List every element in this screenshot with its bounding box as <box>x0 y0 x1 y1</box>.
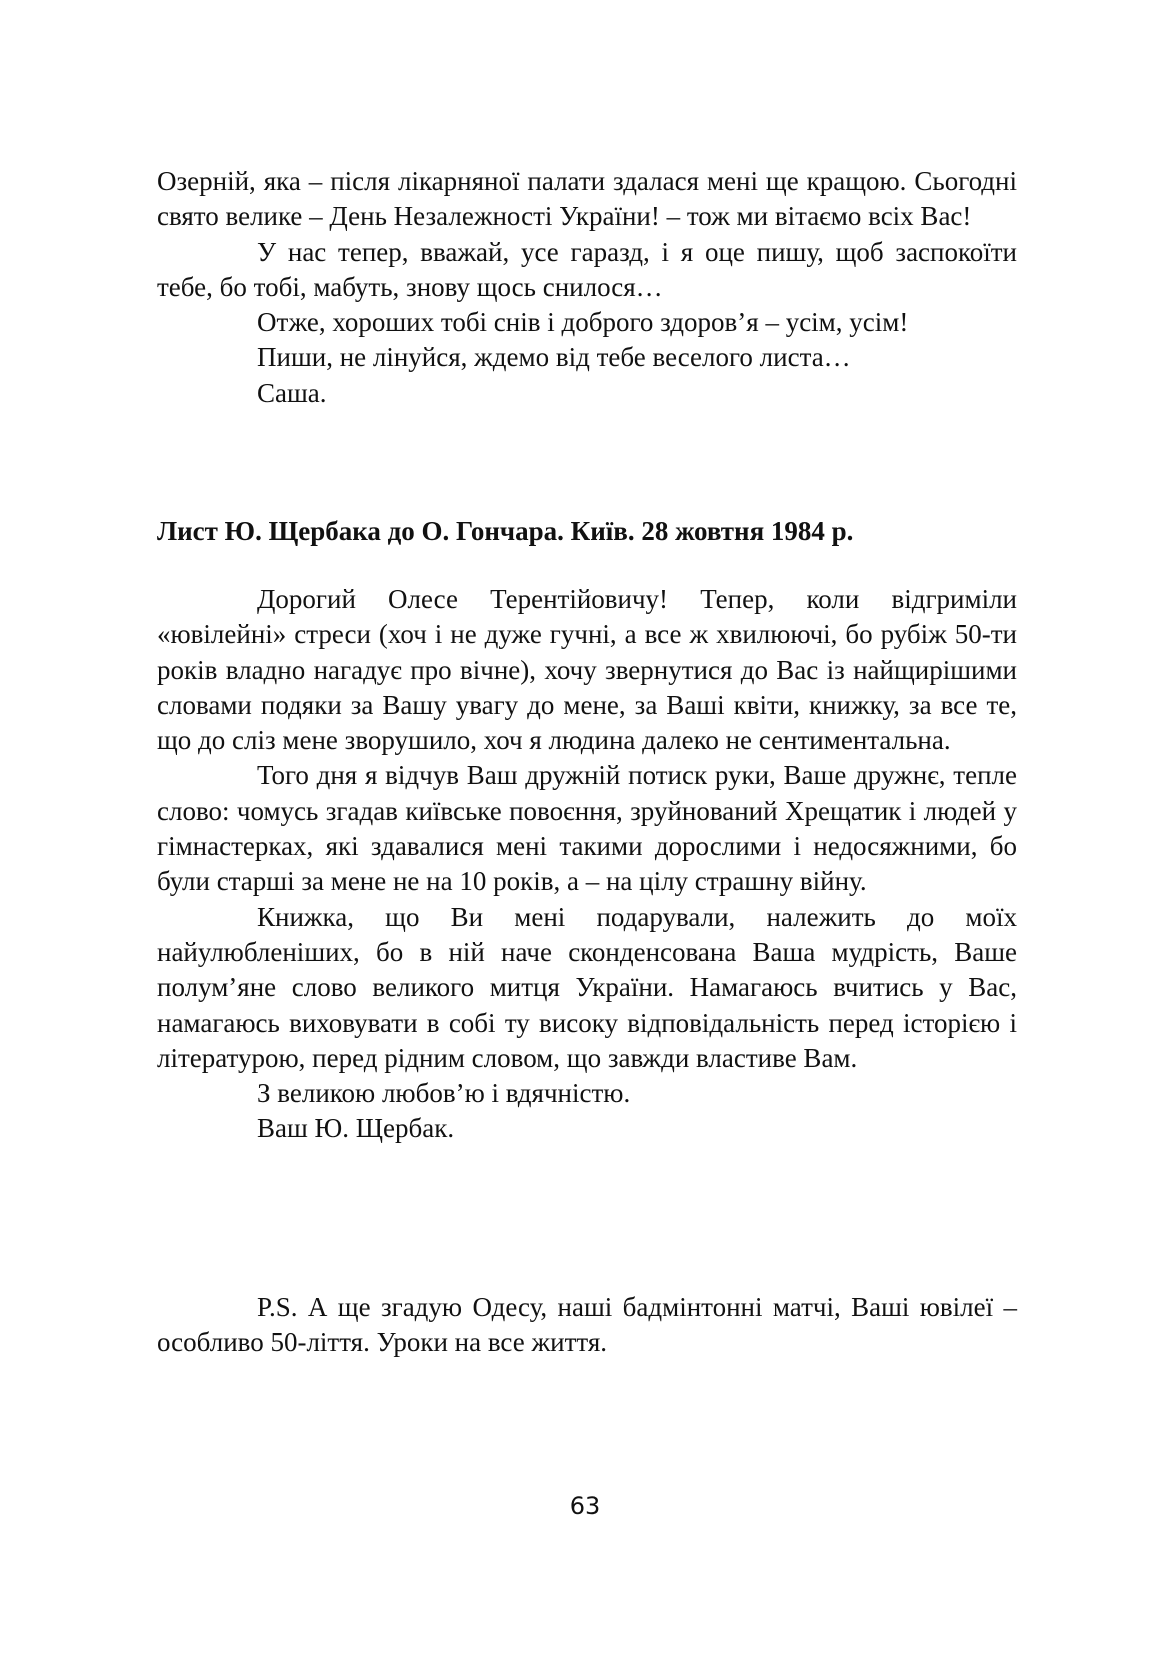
closing: З великою любов’ю і вдячністю. <box>257 1078 631 1109</box>
letter-heading: Лист Ю. Щербака до О. Гончара. Київ. 28 жовтня 1984 р. <box>157 516 854 546</box>
signature: Саша. <box>257 377 327 408</box>
postscript-block <box>157 1290 1017 1361</box>
postscript: P.S. А ще згадую Одесу, наші бадмінтонні матчі, Ваші ювілеї – особливо 50-ліття. Уроки на все життя. <box>157 1292 1017 1358</box>
signature: Ваш Ю. Щербак. <box>257 1113 455 1144</box>
previous-letter-ending <box>157 164 1017 411</box>
paragraph: Книжка, що Ви мені подарували, належить до моїх найулюбленіших, бо в ній наче сконденсована Ваша мудрість, Ваше полум’яне слово великого митця України. Намагаюсь вчитись у Вас, намагаюсь виховувати в собі ту високу відповідальність перед історією і літературою, перед рідним словом, що завжди властиве Вам. <box>157 901 1017 1073</box>
paragraph: Отже, хороших тобі снів і доброго здоров’я – усім, усім! <box>257 307 909 338</box>
page-number: 63 <box>569 1492 601 1520</box>
paragraph: Того дня я відчув Ваш дружній потиск руки, Ваше дружнє, тепле слово: чомусь згадав київське повоєння, зруйнований Хрещатик і людей у гімнастерках, які здавалися мені такими дорослими і недосяжними, бо були старші за мене не на 10 років, а – на цілу страшну війну. <box>157 760 1017 897</box>
paragraph: Пиши, не лінуйся, ждемо від тебе веселого листа… <box>257 342 851 373</box>
paragraph: Дорогий Олесе Терентійовичу! Тепер, коли відгриміли «ювілейні» стреси (хоч і не дуже гучні, а все ж хвилюючі, бо рубіж 50-ти років владно нагадує про вічне), хочу звернутися до Вас із найщирішими словами подяки за Вашу увагу до мене, за Ваші квіти, книжку, за все те, що до сліз мене зворушило, хоч я людина далеко не сентиментальна. <box>157 584 1017 756</box>
paragraph: Озерній, яка – після лікарняної палати здалася мені ще кращою. Сьогодні свято велике – День Незалежності України! – тож ми вітаємо всіх Вас! <box>157 166 1017 232</box>
paragraph: У нас тепер, вважай, усе гаразд, і я оце пишу, щоб заспокоїти тебе, бо тобі, мабуть, знову щось снилося… <box>157 236 1017 302</box>
letter-body <box>157 582 1017 1147</box>
